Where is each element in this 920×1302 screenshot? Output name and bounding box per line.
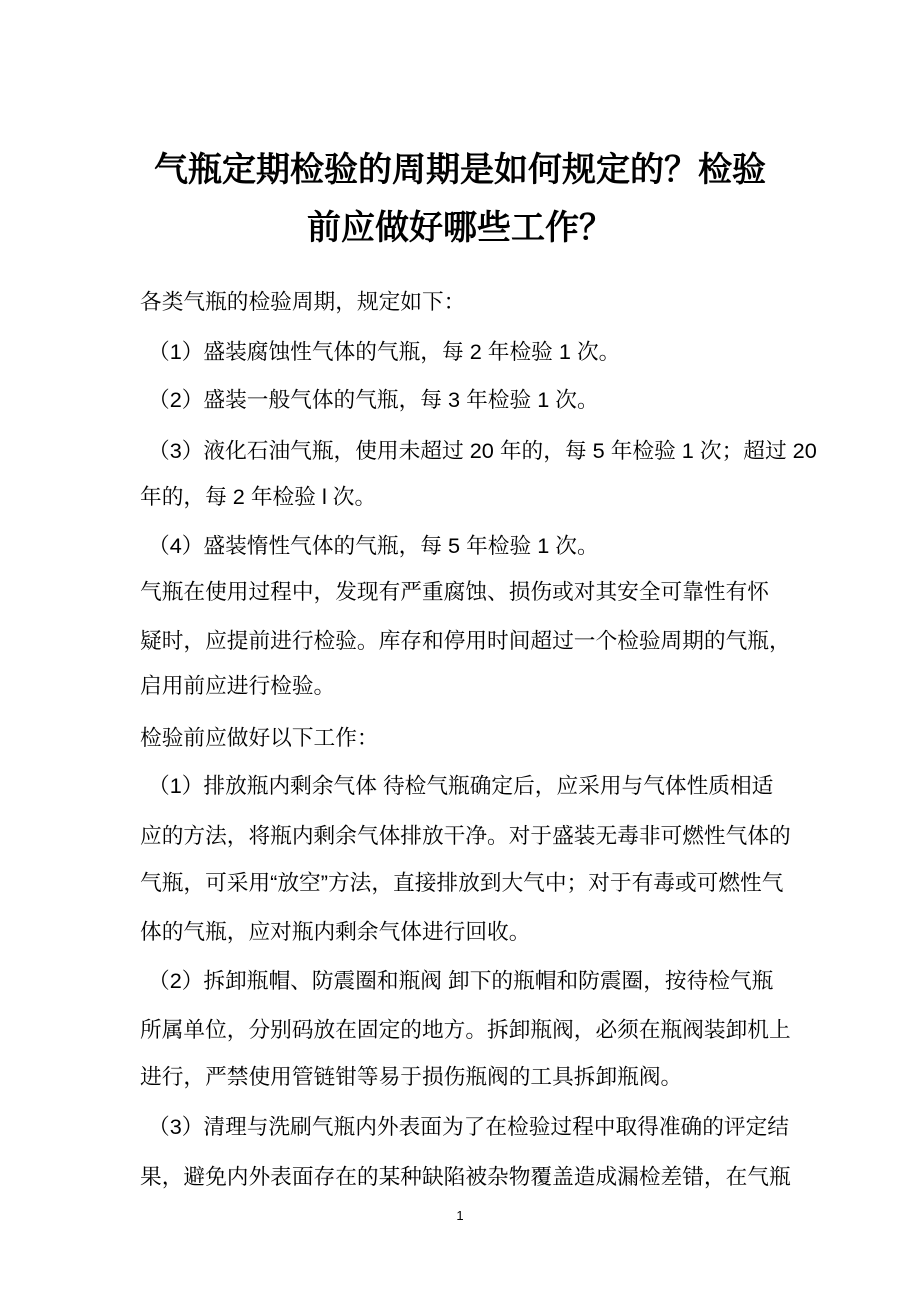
text-line: 各类气瓶的检验周期，规定如下： bbox=[140, 289, 466, 314]
text-line: （3）清理与洗刷气瓶内外表面为了在检验过程中取得准确的评定结 bbox=[148, 1114, 789, 1139]
title-line-1: 气瓶定期检验的周期是如何规定的？检验 bbox=[154, 151, 766, 189]
text-line: （1）盛装腐蚀性气体的气瓶，每 2 年检验 1 次。 bbox=[148, 339, 621, 364]
text-line: 年的，每 2 年检验 l 次。 bbox=[140, 484, 377, 509]
text-line: （2）盛装一般气体的气瓶，每 3 年检验 1 次。 bbox=[148, 387, 599, 412]
text-line: 启用前应进行检验。 bbox=[140, 673, 336, 698]
text-line: （3）液化石油气瓶，使用未超过 20 年的，每 5 年检验 1 次；超过 20 bbox=[148, 438, 817, 463]
text-line: 所属单位，分别码放在固定的地方。拆卸瓶阀，必须在瓶阀装卸机上 bbox=[140, 1017, 791, 1042]
text-line: （2）拆卸瓶帽、防震圈和瓶阀 卸下的瓶帽和防震圈，按待检气瓶 bbox=[148, 968, 774, 993]
text-line: （1）排放瓶内剩余气体 待检气瓶确定后，应采用与气体性质相适 bbox=[148, 773, 774, 798]
page-number: 1 bbox=[456, 1208, 464, 1223]
text-line: （4）盛装惰性气体的气瓶，每 5 年检验 1 次。 bbox=[148, 533, 599, 558]
text-line: 进行，严禁使用管链钳等易于损伤瓶阀的工具拆卸瓶阀。 bbox=[140, 1064, 683, 1089]
text-line: 检验前应做好以下工作： bbox=[140, 725, 379, 750]
text-line: 气瓶，可采用“放空”方法，直接排放到大气中；对于有毒或可燃性气 bbox=[140, 870, 784, 895]
text-line: 气瓶在使用过程中，发现有严重腐蚀、损伤或对其安全可靠性有怀 bbox=[140, 579, 769, 604]
text-line: 应的方法，将瓶内剩余气体排放干净。对于盛装无毒非可燃性气体的 bbox=[140, 823, 791, 848]
title-line-2: 前应做好哪些工作？ bbox=[307, 209, 613, 247]
text-line: 体的气瓶，应对瓶内剩余气体进行回收。 bbox=[140, 919, 531, 944]
text-line: 果，避免内外表面存在的某种缺陷被杂物覆盖造成漏检差错，在气瓶 bbox=[140, 1164, 791, 1189]
text-line: 疑时，应提前进行检验。库存和停用时间超过一个检验周期的气瓶， bbox=[140, 628, 791, 653]
